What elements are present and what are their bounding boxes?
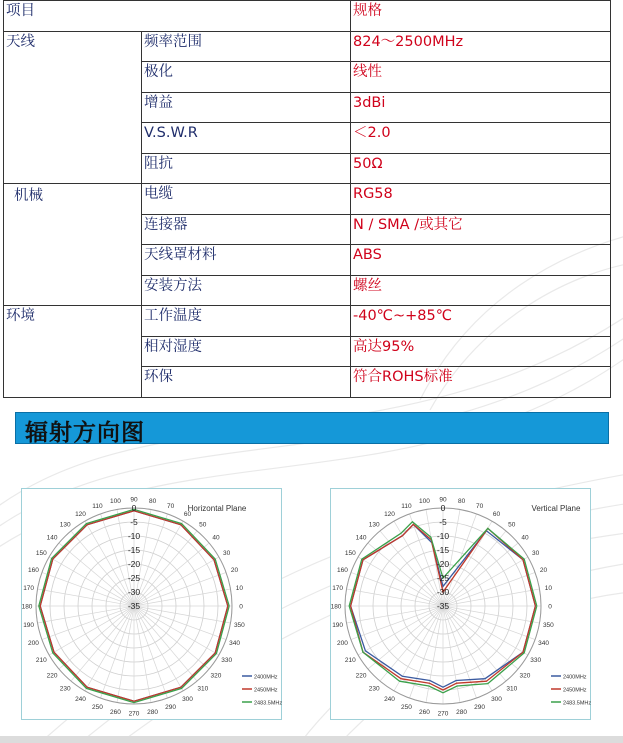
angle-label: 70 xyxy=(475,502,484,510)
angle-label: 80 xyxy=(457,498,466,506)
horizontal-plane-chart-panel xyxy=(21,488,282,720)
angle-label: 180 xyxy=(331,603,342,611)
value-cell: RG58 xyxy=(351,184,611,215)
value-cell: 螺丝 xyxy=(351,275,611,306)
header-spec: 规格 xyxy=(351,1,611,32)
param-cell: 工作温度 xyxy=(142,306,351,337)
angle-label: 280 xyxy=(456,708,468,716)
spec-table xyxy=(3,0,611,398)
radial-tick-label: -5 xyxy=(439,517,447,527)
param-cell: 天线罩材料 xyxy=(142,245,351,276)
angle-label: 90 xyxy=(130,496,138,504)
radial-tick-label: -10 xyxy=(127,531,141,541)
angle-label: 60 xyxy=(492,510,501,518)
angle-label: 320 xyxy=(210,672,222,680)
vertical-plane-chart-panel xyxy=(330,488,591,720)
table-row xyxy=(4,31,611,62)
angle-label: 340 xyxy=(229,640,240,648)
angle-label: 210 xyxy=(35,657,47,664)
vertical-plane-polar-chart xyxy=(331,489,592,721)
angle-label: 200 xyxy=(337,640,348,648)
angle-label: 60 xyxy=(183,510,192,518)
table-row xyxy=(4,184,611,215)
angle-label: 310 xyxy=(506,685,518,693)
angle-label: 170 xyxy=(23,584,35,592)
radial-tick-label: 0 xyxy=(131,503,137,513)
footer-bar xyxy=(0,736,623,743)
angle-label: 270 xyxy=(128,710,140,718)
angle-label: 330 xyxy=(221,657,233,664)
angle-label: 250 xyxy=(91,704,103,712)
angle-label: 220 xyxy=(355,672,367,680)
angle-label: 80 xyxy=(148,498,157,506)
angle-label: 230 xyxy=(368,685,380,693)
angle-label: 120 xyxy=(75,510,86,518)
category-antenna: 天线 xyxy=(4,31,142,184)
radial-tick-label: -25 xyxy=(436,573,450,583)
legend-label: 2483.5MHz xyxy=(254,700,283,707)
angle-label: 30 xyxy=(532,550,540,557)
header-item: 项目 xyxy=(4,1,351,32)
angle-label: 150 xyxy=(35,550,47,557)
value-cell: 3dBi xyxy=(351,92,611,123)
angle-label: 20 xyxy=(539,566,548,574)
angle-label: 160 xyxy=(337,566,348,574)
angle-label: 20 xyxy=(230,566,239,574)
angle-label: 320 xyxy=(519,672,531,680)
angle-label: 240 xyxy=(75,696,86,704)
angle-label: 260 xyxy=(418,708,430,716)
angle-label: 300 xyxy=(491,696,502,704)
angle-label: 120 xyxy=(384,510,395,518)
value-cell: 线性 xyxy=(351,62,611,93)
angle-label: 110 xyxy=(92,502,103,510)
legend-label: 2483.5MHz xyxy=(563,700,592,707)
param-cell: 增益 xyxy=(142,92,351,123)
angle-label: 130 xyxy=(59,521,71,529)
radial-tick-label: -30 xyxy=(127,587,141,597)
radial-tick-label: -35 xyxy=(436,601,450,611)
angle-label: 100 xyxy=(109,498,121,506)
value-cell: 高达95% xyxy=(351,336,611,367)
angle-label: 0 xyxy=(548,603,552,611)
angle-label: 90 xyxy=(439,496,447,504)
param-cell: 相对湿度 xyxy=(142,336,351,367)
value-cell: N / SMA /或其它 xyxy=(351,214,611,245)
param-cell: 安装方法 xyxy=(142,275,351,306)
value-cell: ＜2.0 xyxy=(351,123,611,154)
angle-label: 30 xyxy=(223,550,231,557)
angle-label: 280 xyxy=(147,708,159,716)
angle-label: 180 xyxy=(22,603,33,611)
legend-label: 2450MHz xyxy=(254,687,278,694)
radial-tick-label: -5 xyxy=(130,517,138,527)
angle-label: 50 xyxy=(199,521,207,529)
angle-label: 260 xyxy=(109,708,121,716)
value-cell: -40℃~+85℃ xyxy=(351,306,611,337)
param-cell: 极化 xyxy=(142,62,351,93)
angle-label: 170 xyxy=(332,584,344,592)
radial-tick-label: 0 xyxy=(440,503,446,513)
radial-tick-label: -25 xyxy=(127,573,141,583)
value-cell: 符合ROHS标准 xyxy=(351,367,611,398)
angle-label: 270 xyxy=(437,710,449,718)
angle-label: 220 xyxy=(46,672,58,680)
section-title: 辐射方向图 xyxy=(25,419,145,446)
angle-label: 10 xyxy=(235,584,243,592)
value-cell: ABS xyxy=(351,245,611,276)
param-cell: V.S.W.R xyxy=(142,123,351,154)
angle-label: 300 xyxy=(182,696,193,704)
angle-label: 10 xyxy=(544,584,552,592)
angle-label: 50 xyxy=(508,521,516,529)
angle-label: 130 xyxy=(368,521,380,529)
value-cell: 50Ω xyxy=(351,153,611,184)
category-environment: 环境 xyxy=(4,306,142,398)
section-header-radiation-pattern xyxy=(15,412,609,444)
param-cell: 环保 xyxy=(142,367,351,398)
angle-label: 190 xyxy=(332,622,344,630)
radial-tick-label: -10 xyxy=(436,531,450,541)
radial-tick-label: -20 xyxy=(127,559,141,569)
angle-label: 210 xyxy=(344,657,356,664)
value-cell: 824～2500MHz xyxy=(351,31,611,62)
angle-label: 40 xyxy=(212,534,220,542)
angle-label: 160 xyxy=(28,566,39,574)
chart-title: Horizontal Plane xyxy=(187,504,247,513)
param-cell: 电缆 xyxy=(142,184,351,215)
angle-label: 110 xyxy=(401,502,412,510)
angle-label: 0 xyxy=(239,603,243,611)
param-cell: 连接器 xyxy=(142,214,351,245)
radial-tick-label: -20 xyxy=(436,559,450,569)
angle-label: 250 xyxy=(400,704,412,712)
angle-label: 350 xyxy=(233,622,245,630)
horizontal-plane-polar-chart xyxy=(22,489,283,721)
angle-label: 150 xyxy=(344,550,356,557)
angle-label: 140 xyxy=(46,534,58,542)
angle-label: 200 xyxy=(28,640,39,648)
legend-label: 2450MHz xyxy=(563,687,587,694)
table-row xyxy=(4,306,611,337)
param-cell: 阻抗 xyxy=(142,153,351,184)
angle-label: 230 xyxy=(59,685,71,693)
radial-tick-label: -35 xyxy=(127,601,141,611)
angle-label: 290 xyxy=(165,704,177,712)
spec-header-row xyxy=(4,1,611,32)
angle-label: 40 xyxy=(521,534,529,542)
chart-title: Vertical Plane xyxy=(531,504,581,513)
radial-tick-label: -15 xyxy=(127,545,141,555)
angle-label: 140 xyxy=(355,534,367,542)
legend-label: 2400MHz xyxy=(254,674,278,681)
angle-label: 330 xyxy=(530,657,542,664)
angle-label: 310 xyxy=(197,685,209,693)
radial-tick-label: -30 xyxy=(436,587,450,597)
angle-label: 350 xyxy=(542,622,554,630)
angle-label: 290 xyxy=(474,704,486,712)
category-mechanical: 机械 xyxy=(4,184,142,306)
angle-label: 70 xyxy=(166,502,175,510)
legend-label: 2400MHz xyxy=(563,674,587,681)
radial-tick-label: -15 xyxy=(436,545,450,555)
angle-label: 240 xyxy=(384,696,395,704)
param-cell: 频率范围 xyxy=(142,31,351,62)
angle-label: 340 xyxy=(538,640,549,648)
angle-label: 100 xyxy=(418,498,430,506)
angle-label: 190 xyxy=(23,622,35,630)
